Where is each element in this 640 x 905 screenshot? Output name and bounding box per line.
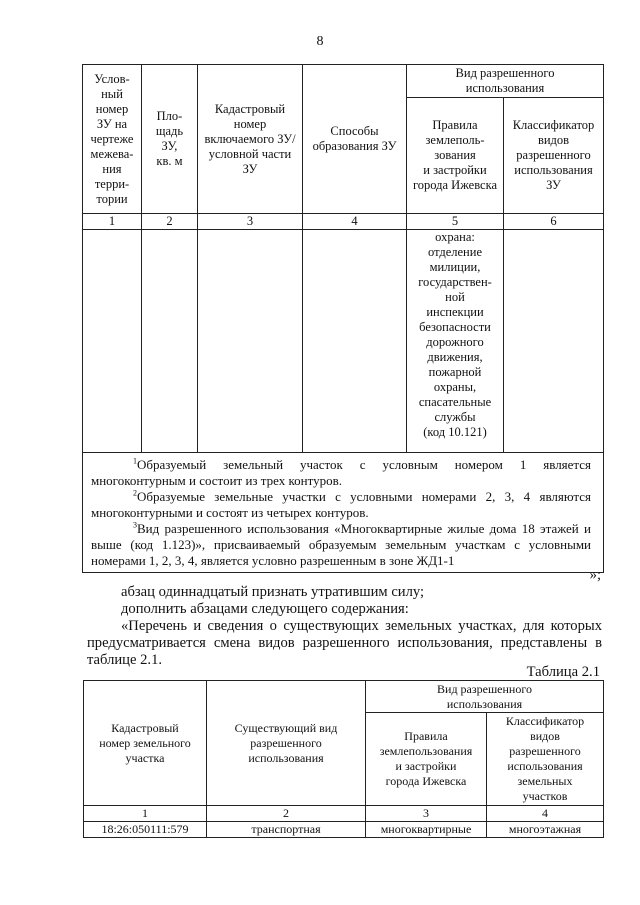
table-cell [198, 230, 303, 453]
header-cadastral-number: Кадастровый номер земельного участка [84, 681, 207, 806]
header-permitted-use-group: Вид разрешенного использования [407, 65, 604, 98]
paragraph: абзац одиннадцатый признать утратившим силу; [121, 584, 425, 600]
table-cell-permitted-use: охрана: отделение милиции, государствен- ной инспекции безопасности дорожного движения, пожарной охраны, спасательные службы (код 10.121) [407, 230, 504, 453]
header-cadastral-number: Кадастровый номер включаемого ЗУ/ условной части ЗУ [198, 65, 303, 214]
header-permitted-use-group: Вид разрешенного использования [366, 681, 604, 713]
column-number: 1 [83, 214, 142, 230]
column-number: 3 [366, 806, 487, 822]
column-number: 5 [407, 214, 504, 230]
header-city-rules: Правила землепользования и застройки города Ижевска [366, 713, 487, 806]
column-number: 2 [142, 214, 198, 230]
table-cell [83, 230, 142, 453]
column-number: 4 [487, 806, 604, 822]
footnote: $^1$Образуемый земельный участок с условным номером 1 является многоконтурным и состоит из трех контуров. [91, 456, 592, 488]
header-existing-use: Существующий вид разрешенного использования [207, 681, 366, 806]
existing-plots-table [83, 680, 604, 838]
footnotes [83, 453, 604, 573]
header-city-rules: Правила землеполь- зования и застройки города Ижевска [407, 98, 504, 214]
closing-quote: »; [589, 567, 601, 583]
table-cell-existing-use: транспортная [207, 822, 366, 838]
header-plot-number: Услов- ный номер ЗУ на чертеже межева- ния терри- тории [83, 65, 142, 214]
table-cell [504, 230, 604, 453]
column-number: 2 [207, 806, 366, 822]
footnote: $^2$Образуемые земельные участки с условными номерами 2, 3, 4 являются многоконтурными и состоят из четырех контуров. [91, 488, 592, 520]
header-formation-method: Способы образования ЗУ [303, 65, 407, 214]
header-area: Пло- щадь ЗУ, кв. м [142, 65, 198, 214]
paragraph: дополнить абзацами следующего содержания: [121, 601, 409, 617]
table-cell-classifier: многоэтажная [487, 822, 604, 838]
table-cell-city-rules: многоквартирные [366, 822, 487, 838]
column-number: 4 [303, 214, 407, 230]
table-cell-cadastral: 18:26:050111:579 [84, 822, 207, 838]
column-number: 6 [504, 214, 604, 230]
land-plots-table [82, 64, 604, 573]
column-number: 1 [84, 806, 207, 822]
table-cell [142, 230, 198, 453]
footnote: $^3$Вид разрешенного использования «Многоквартирные жилые дома 18 этажей и выше (код 1.123)», присваиваемый образуемым земельным участкам с условными номерами 1, 2, 3, 4, является условно разрешенным в зоне ЖД1-1 [91, 520, 592, 568]
header-classifier: Классификатор видов разрешенного использования ЗУ [504, 98, 604, 214]
table-cell [303, 230, 407, 453]
table-caption: Таблица 2.1 [526, 664, 600, 680]
header-classifier: Классификатор видов разрешенного использования земельных участков [487, 713, 604, 806]
paragraph: «Перечень и сведения о существующих земельных участках, для которых предусматривается смена видов разрешенного использования, представлены в таблице 2.1. [87, 618, 602, 668]
page-number: 8 [316, 34, 324, 49]
column-number: 3 [198, 214, 303, 230]
